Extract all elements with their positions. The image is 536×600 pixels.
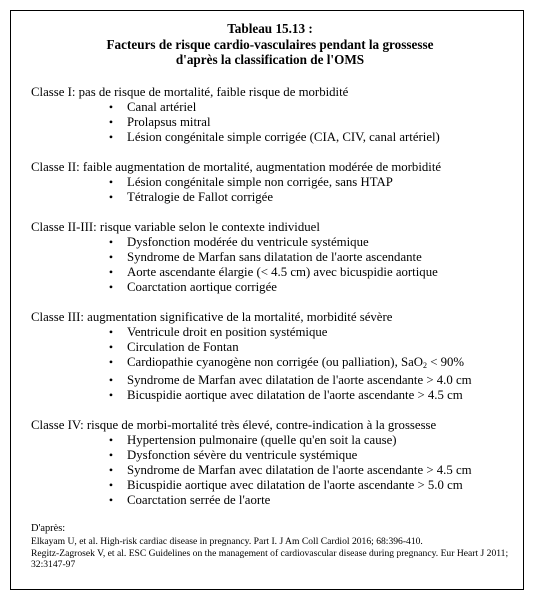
list-item: • Cardiopathie cyanogène non corrigée (ou palliation), SaO$_2$ < 90%: [103, 355, 509, 373]
reference-item: Elkayam U, et al. High-risk cardiac disease in pregnancy. Part I. J Am Coll Cardiol 2016; 68:396-410.: [31, 536, 423, 547]
classe-4: [31, 418, 509, 508]
list-item: • Ventricule droit en position systémique: [103, 325, 509, 340]
classe-heading: Classe IV: risque de morbi-mortalité très élevé, contre-indication à la grossesse: [31, 417, 437, 432]
references: [31, 523, 509, 571]
list-item: • Coarctation serrée de l'aorte: [103, 493, 509, 508]
classe-items: [31, 325, 509, 403]
bullet-icon: •: [108, 324, 114, 339]
sao2-subscript: 2: [423, 360, 428, 370]
list-item: • Syndrome de Marfan sans dilatation de l'aorte ascendante: [103, 250, 509, 265]
bullet-icon: •: [108, 339, 114, 354]
bullet-icon: •: [108, 432, 114, 447]
list-item: • Dysfonction sévère du ventricule systémique: [103, 448, 509, 463]
bullet-icon: •: [108, 477, 114, 492]
reference-item: Regitz-Zagrosek V, et al. ESC Guidelines on the management of cardiovascular disease during pregnancy. Eur Heart J 2011; 32:3147-97: [31, 547, 509, 570]
classe-items: [31, 235, 509, 295]
list-item: • Bicuspidie aortique avec dilatation de l'aorte ascendante > 5.0 cm: [103, 478, 509, 493]
bullet-icon: •: [108, 372, 114, 387]
classe-items: [31, 100, 509, 145]
table-title: [31, 21, 509, 68]
list-item: • Aorte ascendante élargie (< 4.5 cm) avec bicuspidie aortique: [103, 265, 509, 280]
classe-items: [31, 433, 509, 508]
classe-heading: Classe II: faible augmentation de mortalité, augmentation modérée de morbidité: [31, 159, 442, 174]
list-item: • Dysfonction modérée du ventricule systémique: [103, 235, 509, 250]
classe-items: [31, 175, 509, 205]
sao2-threshold: < 90%: [427, 354, 465, 369]
list-item: • Coarctation aortique corrigée: [103, 280, 509, 295]
list-item: • Syndrome de Marfan avec dilatation de l'aorte ascendante > 4.5 cm: [103, 463, 509, 478]
bullet-icon: •: [108, 279, 114, 294]
classe-heading: Classe I: pas de risque de mortalité, faible risque de morbidité: [31, 84, 349, 99]
classe-2-3: [31, 220, 509, 295]
bullet-icon: •: [108, 189, 114, 204]
list-item: • Syndrome de Marfan avec dilatation de l'aorte ascendante > 4.0 cm: [103, 373, 509, 388]
list-item: • Lésion congénitale simple non corrigée, sans HTAP: [103, 175, 509, 190]
bullet-icon: •: [108, 354, 114, 369]
bullet-icon: •: [108, 447, 114, 462]
bullet-icon: •: [108, 129, 114, 144]
bullet-icon: •: [108, 174, 114, 189]
classe-1: [31, 85, 509, 145]
classe-2: [31, 160, 509, 205]
list-item: • Canal artériel: [103, 100, 509, 115]
list-item: • Hypertension pulmonaire (quelle qu'en soit la cause): [103, 433, 509, 448]
bullet-icon: •: [108, 462, 114, 477]
bullet-icon: •: [108, 492, 114, 507]
bullet-icon: •: [108, 234, 114, 249]
list-item: • Lésion congénitale simple corrigée (CIA, CIV, canal artériel): [103, 130, 509, 145]
list-item: • Tétralogie de Fallot corrigée: [103, 190, 509, 205]
classe-3: [31, 310, 509, 403]
table-frame: [10, 10, 524, 590]
classe-heading: Classe III: augmentation significative de la mortalité, morbidité sévère: [31, 309, 393, 324]
list-item: • Prolapsus mitral: [103, 115, 509, 130]
title-sub: d'après la classification de l'OMS: [175, 52, 365, 67]
classe-heading: Classe II-III: risque variable selon le contexte individuel: [31, 219, 320, 234]
title-main: Facteurs de risque cardio-vasculaires pendant la grossesse: [106, 36, 434, 52]
bullet-icon: •: [108, 264, 114, 279]
bullet-icon: •: [108, 114, 114, 129]
references-heading: D'après:: [31, 522, 66, 534]
bullet-icon: •: [108, 99, 114, 114]
list-item: • Circulation de Fontan: [103, 340, 509, 355]
list-item: • Bicuspidie aortique avec dilatation de l'aorte ascendante > 4.5 cm: [103, 388, 509, 403]
bullet-icon: •: [108, 249, 114, 264]
bullet-icon: •: [108, 387, 114, 402]
title-number: Tableau 15.13 :: [227, 21, 313, 36]
